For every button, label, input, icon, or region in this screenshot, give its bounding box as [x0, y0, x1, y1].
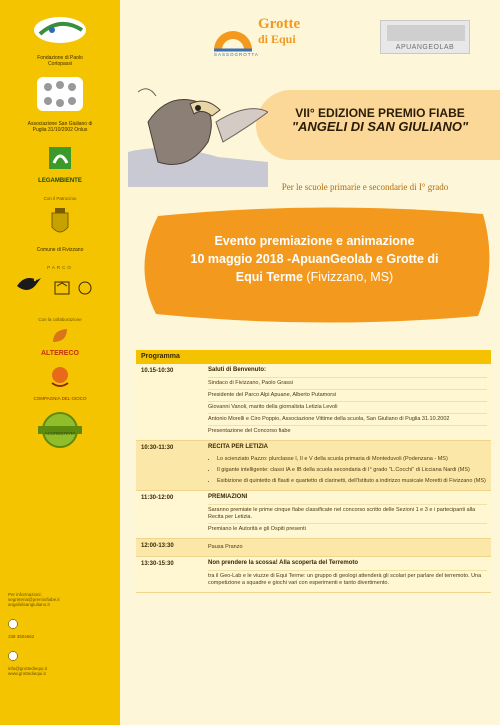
table-row	[136, 539, 491, 557]
row-time: 12:00-13:30	[141, 543, 174, 549]
parco-label: PARCO	[47, 265, 73, 270]
partner-fondazione: Fondazione di Paolo Cortopassi	[37, 55, 83, 67]
table-row	[136, 491, 491, 539]
row-line: Presentazione del Concorso fiabe	[208, 425, 487, 437]
accredited-seal-icon	[35, 410, 85, 450]
row-title: Saluti di Benvenuto:	[208, 367, 267, 373]
row-title: PREMIAZIONI	[208, 494, 248, 500]
program-header: Programma	[136, 350, 491, 364]
row-title: RECITA PER LETIZIA	[208, 444, 268, 450]
row-desc	[204, 539, 491, 556]
compagnia-logo	[40, 365, 80, 391]
list-item: • Esibizione di quintetto di flauti e quartetto di clarinetti, dell'Istituto a indirizzo musicale Moretti di Fivizzano (MS)	[217, 476, 487, 487]
contact-line[interactable]: info@grottediequi.it	[8, 666, 47, 671]
header-logos	[160, 8, 490, 68]
program-table	[136, 350, 491, 593]
row-line: Saranno premiate le prime cinque fiabe classificate nel concorso scritto delle Sezioni 1 e 3 e i partecipanti alla Recita per Letizia.	[208, 504, 487, 523]
bird-parco-icon	[13, 270, 43, 298]
event-line-2: 10 maggio 2018 -ApuanGeolab e Grotte di	[190, 252, 439, 266]
table-row	[136, 364, 491, 441]
compagnia-label: COMPAGNIA DEL GIOCO	[33, 396, 87, 401]
row-line: Antonio Morelli e Ciro Poppio, Associazione Vittime della scuola, San Giuliano di Puglia 31.10.2002	[208, 413, 487, 425]
list-item: • Lo scienziato Pazzo: plurclasse I, II e V della scuola primaria di Monteduvoli (Podenzana - MS)	[217, 454, 487, 465]
row-line: Presidente del Parco Alpi Apuane, Alberto Putamorsi	[208, 389, 487, 401]
event-line-1: Evento premiazione e animazione	[214, 234, 415, 248]
event-venue: Equi Terme	[235, 270, 303, 284]
row-line: Sindaco di Fivizzano, Paolo Grassi	[208, 377, 487, 389]
list-item: • Il gigante intelligente: classi IA e IB della scuola secondaria di I° grado "L.Cocchi" di Licciana Nardi (MS)	[217, 465, 487, 476]
comune-crest-icon	[49, 207, 71, 239]
table-row	[136, 557, 491, 593]
grotte-title-2: di Equi	[258, 32, 296, 46]
unesco-icon	[47, 278, 107, 298]
row-line: Premiano le Autorità e gli Ospiti presenti	[208, 523, 487, 535]
contact-block	[8, 592, 112, 676]
event-line-3	[142, 268, 487, 286]
patronage-label: Con il Patrocinio	[43, 196, 77, 201]
globe-icon	[8, 651, 18, 661]
row-desc	[204, 364, 491, 440]
row-desc	[204, 441, 491, 490]
partner-legambiente: LEGAMBIENTE	[38, 178, 82, 184]
row-line: Giovanni Vanoli, marito della giornalista Letizia Levoli	[208, 401, 487, 413]
contact-line[interactable]: segreteria@premiofiabe.it	[8, 597, 60, 602]
grotte-di-equi-logo	[210, 14, 310, 62]
contact-line[interactable]: www.grottediequi.it	[8, 671, 46, 676]
row-time: 10:30-11:30	[141, 445, 174, 451]
contact-line: 338 3504662	[8, 634, 35, 639]
event-title	[142, 232, 487, 286]
main-content	[120, 0, 500, 725]
row-desc	[204, 491, 491, 538]
altereco-leaf-icon	[49, 326, 71, 346]
row-time: 11:30-12:00	[141, 495, 174, 501]
collab-label: Con la collaborazione	[38, 317, 82, 322]
comune-label: Comune di Fivizzano	[36, 247, 84, 253]
grotte-tag: SASSOGROTTA	[214, 52, 259, 57]
contact-line[interactable]: angelidisangiuliano.it	[8, 602, 50, 607]
edition-line-2: "ANGELI DI SAN GIULIANO"	[291, 119, 469, 134]
contact-line: Per informazioni:	[8, 592, 42, 597]
angel-bird-illustration	[128, 82, 268, 187]
row-title: Non prendere la scossa! Alla scoperta del Terremoto	[208, 560, 359, 566]
edition-line-1: VII° EDIZIONE PREMIO FIABE	[295, 106, 465, 120]
sponsor-sidebar	[0, 0, 120, 725]
row-time: 10.15-10:30	[141, 368, 174, 374]
grotte-title-1: Grotte	[258, 16, 301, 32]
row-line: Pausa Pranzo	[208, 544, 243, 550]
sun-arch-icon	[210, 16, 256, 54]
target-schools: Per le scuole primarie e secondarie di I° grado	[281, 182, 449, 192]
partner-association: Associazione San Giuliano di Puglia 31/10/2002 Onlus	[27, 121, 93, 133]
row-line: tra il Geo-Lab e le viuzze di Equi Terme: un gruppo di geologi attenderà gli scolari per parlare del terremoto. Una competizione a squadre e giochi vari con esperimenti e tanto divertimento.	[208, 570, 487, 589]
apuangeolab-logo	[380, 20, 470, 54]
association-logo	[35, 75, 85, 113]
edition-title	[270, 106, 490, 134]
event-location: (Fivizzano, MS)	[306, 270, 394, 284]
recital-list	[208, 454, 487, 487]
legambiente-logo	[45, 143, 75, 173]
fondazione-logo	[30, 12, 90, 48]
phone-icon	[8, 619, 18, 629]
row-time: 13:30-15:30	[141, 561, 174, 567]
row-desc	[204, 557, 491, 592]
table-row	[136, 441, 491, 491]
altereco-label: ALTERECO	[41, 350, 79, 357]
seal-label: ACCREDITATA	[44, 431, 76, 436]
apuangeolab-label: APUANGEOLAB	[395, 44, 455, 51]
